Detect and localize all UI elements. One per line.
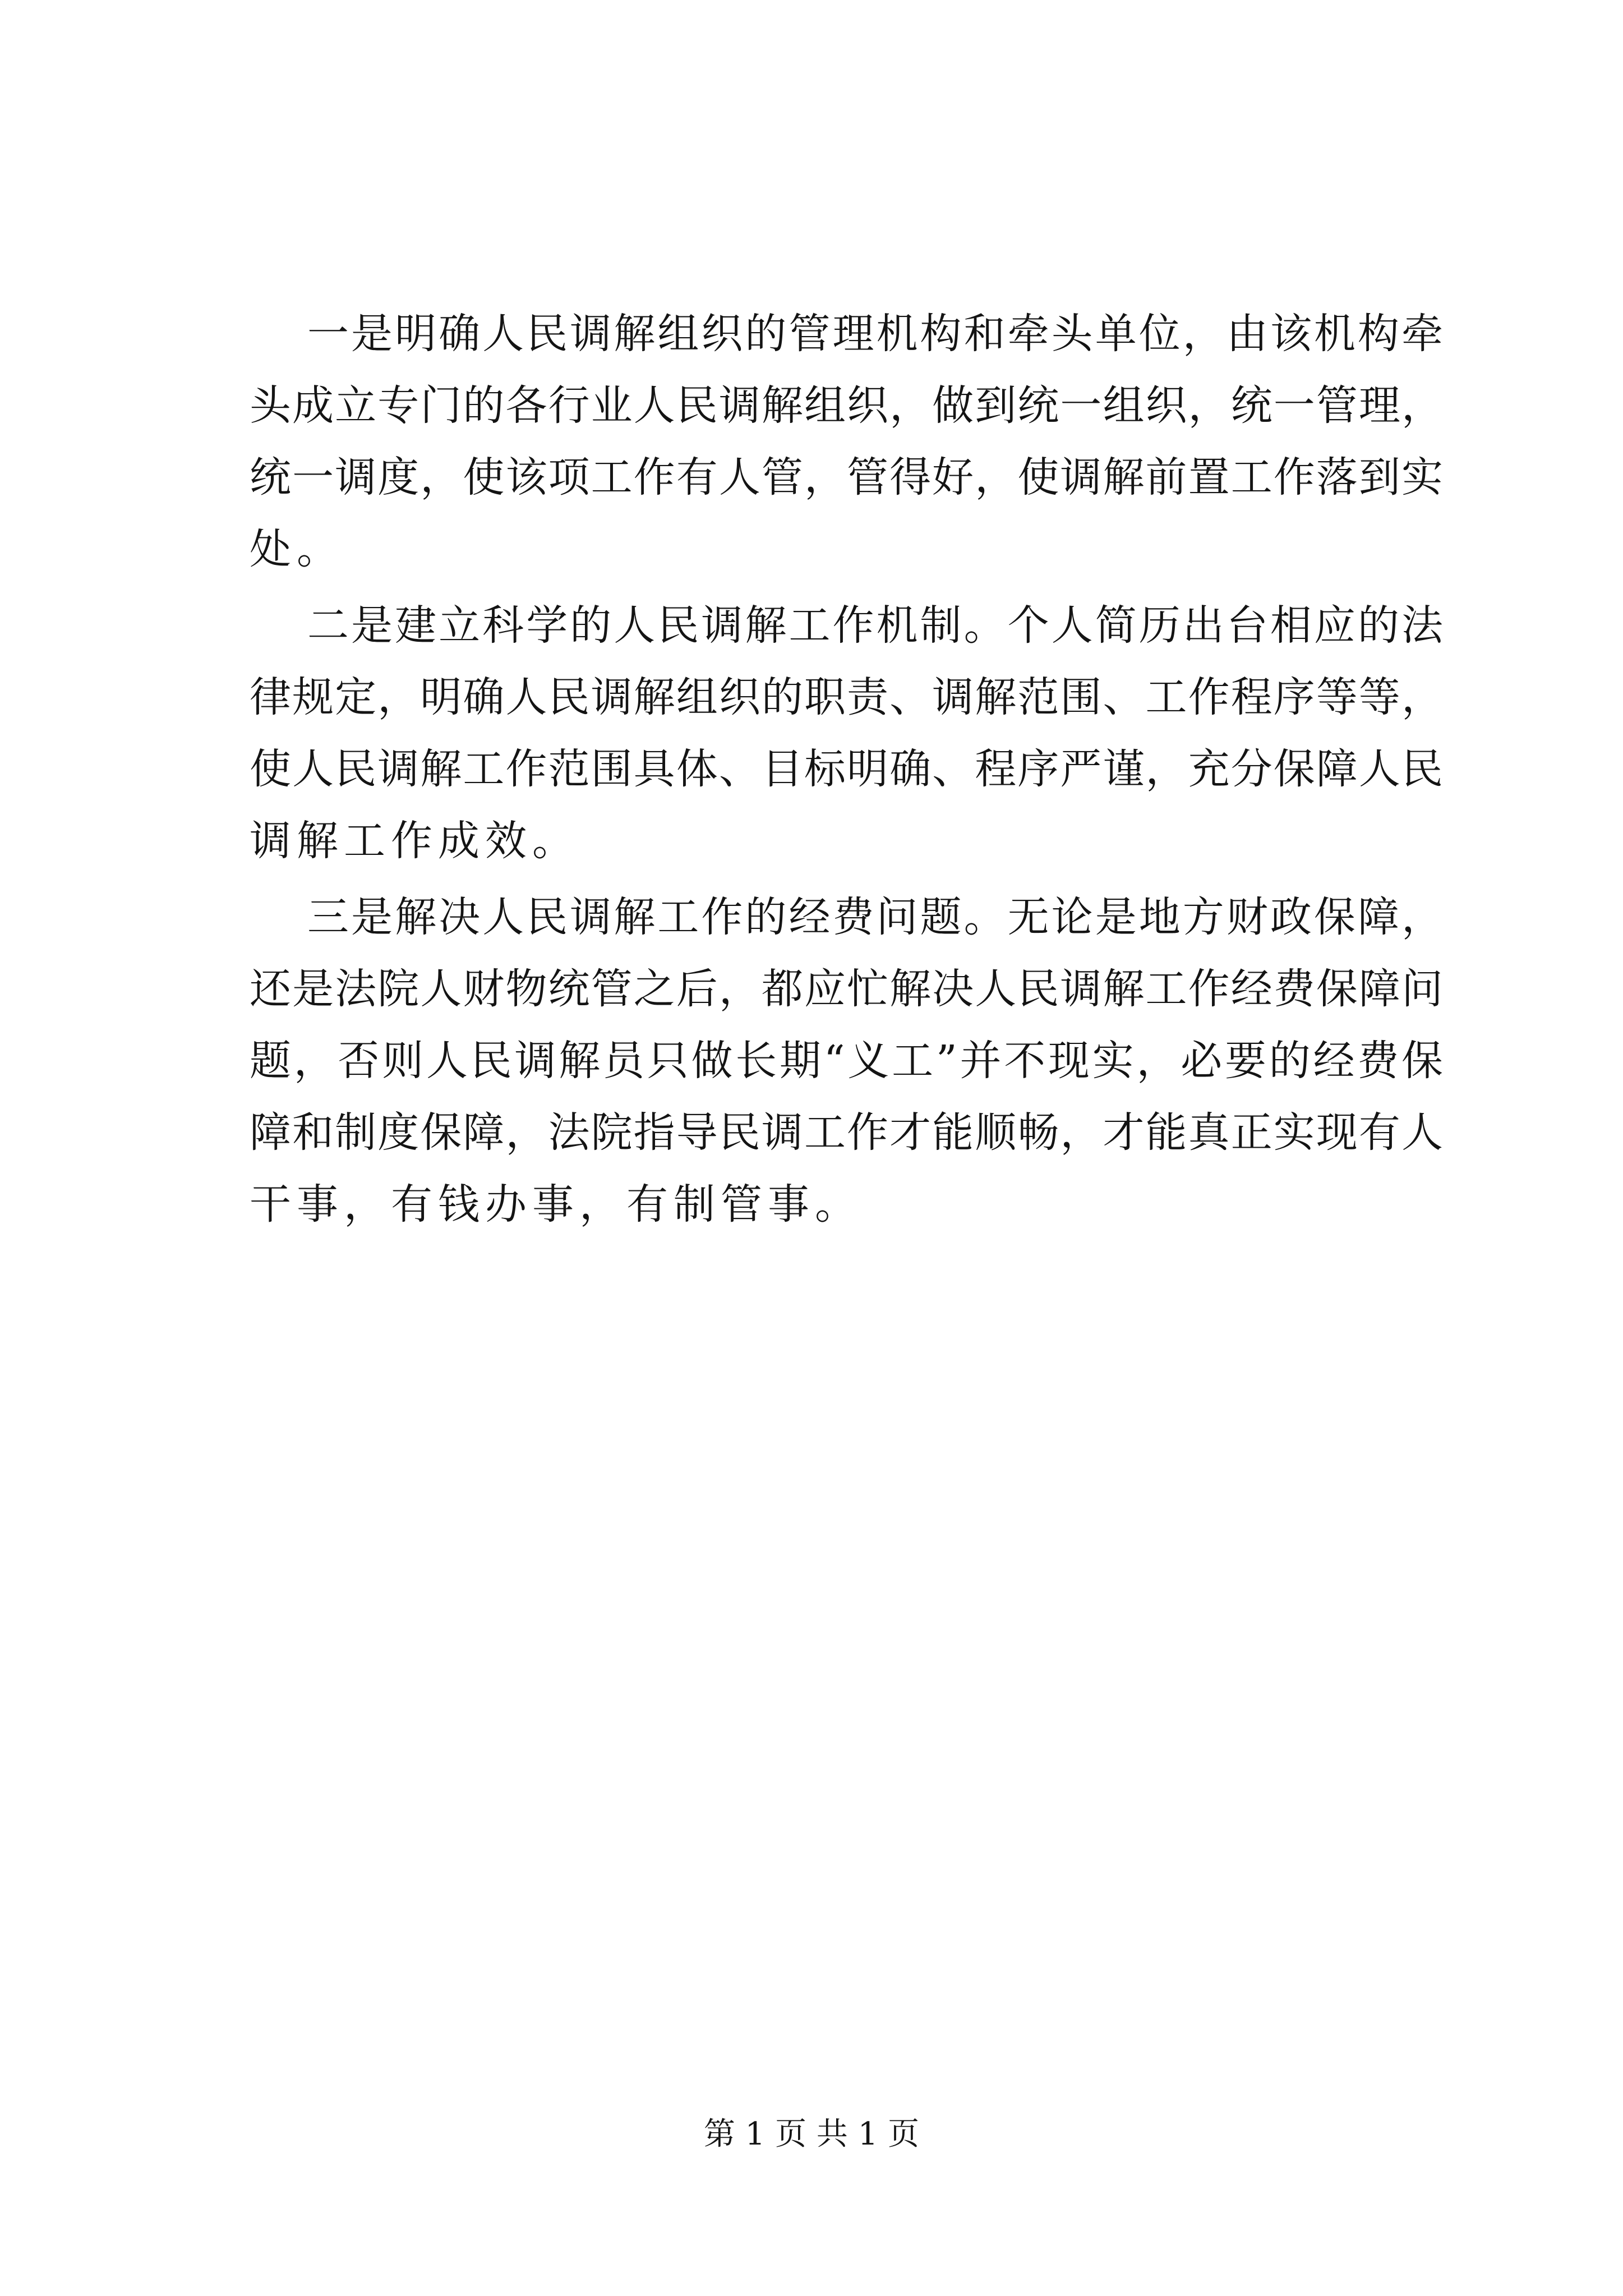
paragraph-2-line-1: 二是建立科学的人民调解工作机制。个人简历出台相应的法 [307,601,1444,650]
paragraph-1-line-2: 头成立专门的各行业人民调解组织，做到统一组织，统一管理， [250,381,1444,430]
paragraph-3-line-4: 障和制度保障，法院指导民调工作才能顺畅，才能真正实现有人 [250,1108,1444,1157]
page-number-footer: 第 1 页 共 1 页 [703,2116,920,2152]
paragraph-1-line-4: 处。 [250,525,344,573]
paragraph-2-line-3: 使人民调解工作范围具体、目标明确、程序严谨，充分保障人民 [250,745,1444,793]
paragraph-1-line-3: 统一调度，使该项工作有人管，管得好，使调解前置工作落到实 [250,453,1444,501]
paragraph-1-line-1: 一是明确人民调解组织的管理机构和牵头单位，由该机构牵 [307,310,1444,358]
paragraph-3-line-5: 干事，有钱办事，有制管事。 [250,1180,862,1228]
paragraph-3-line-3: 题，否则人民调解员只做长期“义工”并不现实，必要的经费保 [250,1037,1444,1085]
paragraph-2-line-4: 调解工作成效。 [250,817,579,865]
paragraph-2-line-2: 律规定，明确人民调解组织的职责、调解范围、工作程序等等， [250,673,1444,721]
paragraph-3-line-2: 还是法院人财物统管之后，都应忙解决人民调解工作经费保障问 [250,965,1444,1013]
paragraph-3-line-1: 三是解决人民调解工作的经费问题。无论是地方财政保障， [307,893,1444,941]
